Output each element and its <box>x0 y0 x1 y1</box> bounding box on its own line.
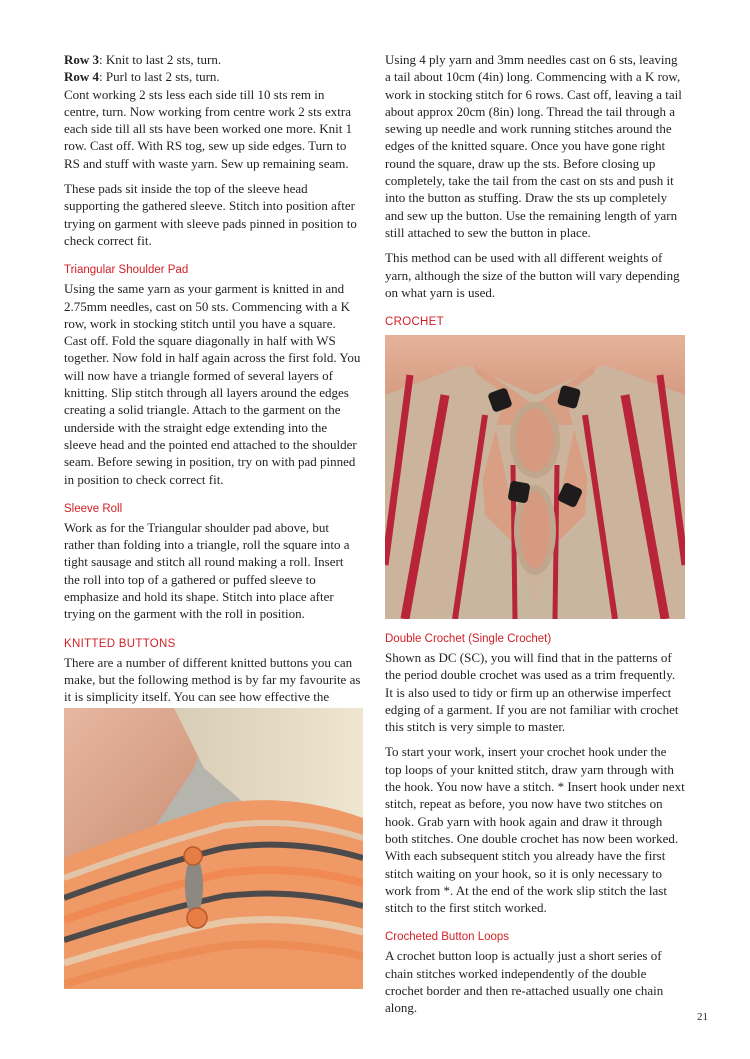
heading-knitted-buttons: KNITTED BUTTONS <box>64 637 176 650</box>
ripple-jumper-photo <box>64 708 363 989</box>
pads-paragraph: These pads sit inside the top of the sleeve head supporting the gathered sleeve. Stitch into position after trying on garment with sleeve pads pinned in position to check correct fit. <box>64 181 357 248</box>
row-instructions <box>64 51 362 172</box>
row3-text: : Knit to last 2 sts, turn. <box>99 52 222 67</box>
weights-paragraph: This method can be used with all different weights of yarn, although the size of the button will vary depending on what yarn is used. <box>385 250 680 300</box>
page-number: 21 <box>697 1011 708 1023</box>
knitted-button-top <box>184 847 202 865</box>
button-square-3 <box>507 480 530 503</box>
heading-sleeve-roll: Sleeve Roll <box>64 502 123 515</box>
button-loops-paragraph: A crochet button loop is actually just a short series of chain stitches worked independently of the double crochet border and then re-attached usually one chain along. <box>385 948 664 1016</box>
row3-label: Row 3 <box>64 52 100 67</box>
cont-paragraph: Cont working 2 sts less each side till 10 sts rem in centre, turn. Now working from centre work 2 sts extra each side till all sts have been worked one more. Knit 1 row. Cast off. With RS tog, sew up side edges. Turn to RS and stuff with waste yarn. Sew up remaining seam. <box>64 86 353 171</box>
heading-crochet: CROCHET <box>385 316 444 329</box>
sleeve-roll-paragraph: Work as for the Triangular shoulder pad above, but rather than folding into a triangle, roll the square into a tight sausage and stitch all round making a roll. Insert the roll into top of a gathered or puffed sleeve to emphasize and hold its shape. Stitch into place after trying on the garment with the roll in position. <box>64 519 350 622</box>
dc-paragraph-2: To start your work, insert your crochet hook under the top loops of your knitted stitch, draw yarn through with the hook. You now have a stitch. * Insert hook under next stitch, repeat as before, you now have two stitches on hook. Grab yarn with hook again and draw it through both stitches. One double crochet has now been worked. With each subsequent stitch you already have the first stitch waiting on your hook, so it is only necessary to work from *. At the end of the work slip stitch the last stitch to the first stitch worked. <box>385 744 685 916</box>
heading-crocheted-button-loops: Crocheted Button Loops <box>385 931 510 944</box>
ripple-jumper-image <box>64 708 363 989</box>
left-column <box>64 51 362 731</box>
crochet-neckline-photo <box>385 335 685 619</box>
upper-keyhole <box>513 405 557 475</box>
heading-double-crochet: Double Crochet (Single Crochet) <box>385 633 552 645</box>
triangular-paragraph: Using the same yarn as your garment is knitted in and 2.75mm needles, cast on 50 sts. Commencing with a K row, work in stocking stitch until you have a square. Cast off. Fold the square diagonally in half with WS together. Now fold in half again across the first fold. You will now have a triangle formed of several layers of knitting. Slip stitch through all layers around the edges creating a solid triangle. Attach to the garment on the underside with the straight edge extending into the sleeve head and the pointed end attached to the shoulder seam. Before sewing in position, try on with pad pinned in position to check correct fit. <box>64 281 361 487</box>
knitted-buttons-paragraph: There are a number of different knitted buttons you can make, but the following method is by far my favourite as it is simplicity itself. You can see how effective the <box>64 654 361 705</box>
crochet-neckline-image <box>385 335 685 619</box>
dc-paragraph-1: Shown as DC (SC), you will find that in the patterns of the period double crochet was used as a trim frequently. It is also used to tidy or firm up an otherwise imperfect edging of a garment. If you are not familiar with crochet this stitch is very simple to master. <box>385 650 679 735</box>
heading-triangular-shoulder-pad: Triangular Shoulder Pad <box>64 264 189 277</box>
row4-text: : Purl to last 2 sts, turn. <box>99 69 220 85</box>
knitted-button-bottom <box>187 908 207 928</box>
button-method-paragraph: Using 4 ply yarn and 3mm needles cast on 6 sts, leaving a tail about 10cm (4in) long. Commencing with a K row, work in stocking stitch for 6 rows. Cast off, leaving a tail about approx 20cm (8in) long. Thread the tail through a sewing up needle and work running stitches around the edges of the knitted square. Once you have gone right round the square, draw up the sts. Before closing up completely, take the tail from the cast on sts and push it into the button as stuffing. Draw the sts up completely and sew up the button. Use the remaining length of yarn still attached to sew the button in place. <box>385 52 682 240</box>
right-column <box>385 51 685 332</box>
row4-label: Row 4 <box>64 69 100 85</box>
row4-line <box>64 68 362 85</box>
row3-line <box>64 51 362 68</box>
right-column-lower <box>385 632 685 1025</box>
